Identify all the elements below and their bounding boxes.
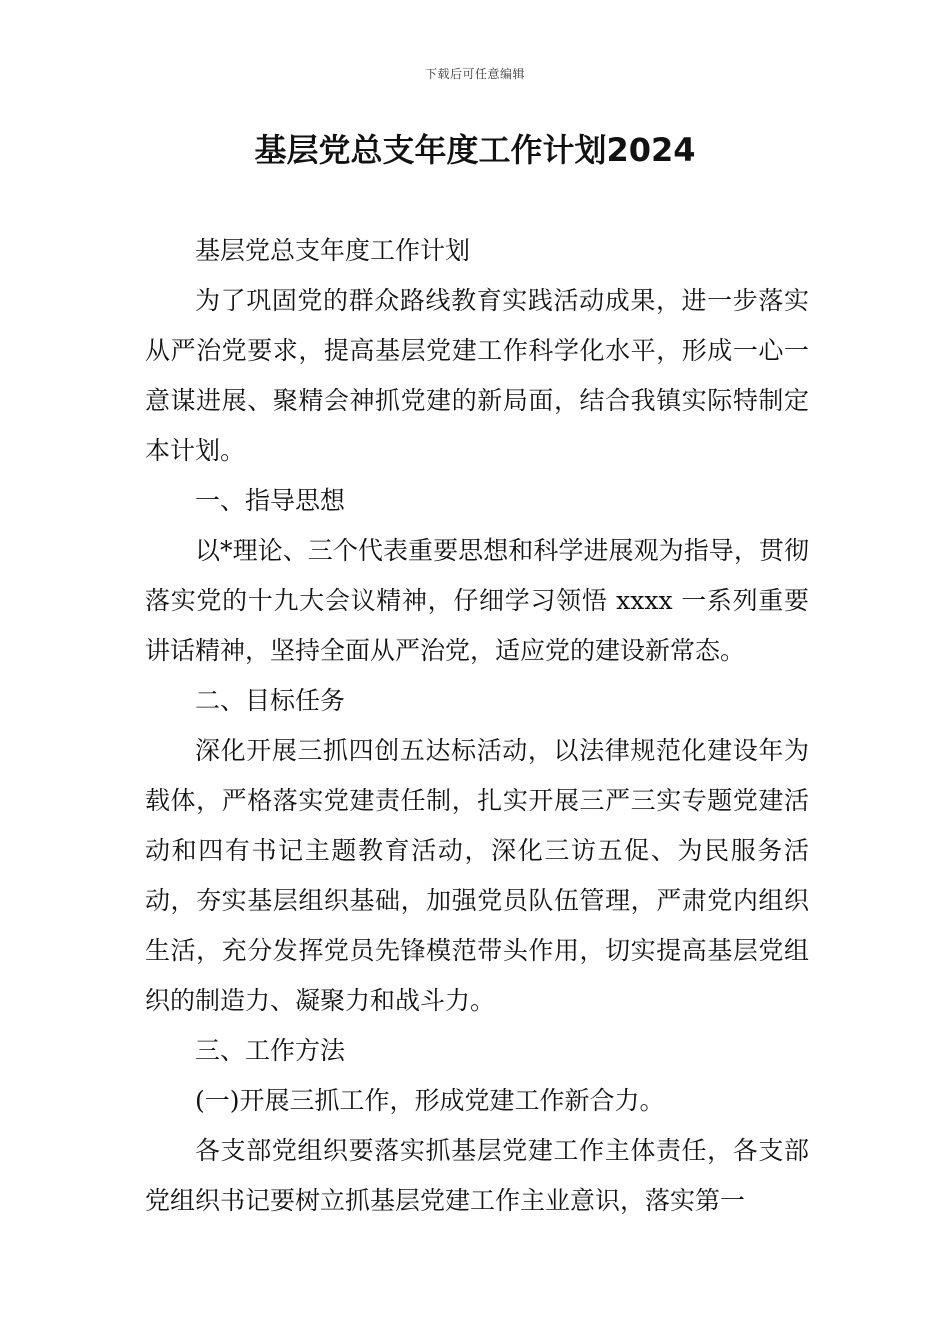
- document-body: [145, 226, 809, 1226]
- section-heading-objectives: 二、目标任务: [195, 686, 346, 715]
- section-heading-guiding-ideology: 一、指导思想: [195, 486, 346, 515]
- paragraph-methods-1: 各支部党组织要落实抓基层党建工作主体责任，各支部党组织书记要树立抓基层党建工作主业意识，落实第一: [145, 1136, 809, 1215]
- paragraph-objectives: 深化开展三抓四创五达标活动，以法律规范化建设年为载体，严格落实党建责任制，扎实开展三严三实专题党建活动和四有书记主题教育活动，深化三访五促、为民服务活动，夯实基层组织基础，加强党员队伍管理，严肃党内组织生活，充分发挥党员先锋模范带头作用，切实提高基层党组织的制造力、凝聚力和战斗力。: [145, 736, 809, 1015]
- paragraph-guiding-ideology: 以*理论、三个代表重要思想和科学进展观为指导，贯彻落实党的十九大会议精神，仔细学习领悟 xxxx 一系列重要讲话精神，坚持全面从严治党，适应党的建设新常态。: [145, 536, 809, 665]
- paragraph-intro: 为了巩固党的群众路线教育实践活动成果，进一步落实从严治党要求，提高基层党建工作科学化水平，形成一心一意谋进展、聚精会神抓党建的新局面，结合我镇实际特制定本计划。: [145, 286, 809, 465]
- paragraph-subtitle: 基层党总支年度工作计划: [195, 236, 471, 265]
- document-title: 基层党总支年度工作计划2024: [254, 131, 696, 169]
- header-note: 下载后可任意编辑: [424, 67, 525, 81]
- subsection-heading-1: (一)开展三抓工作，形成党建工作新合力。: [195, 1086, 665, 1115]
- section-heading-methods: 三、工作方法: [195, 1036, 346, 1065]
